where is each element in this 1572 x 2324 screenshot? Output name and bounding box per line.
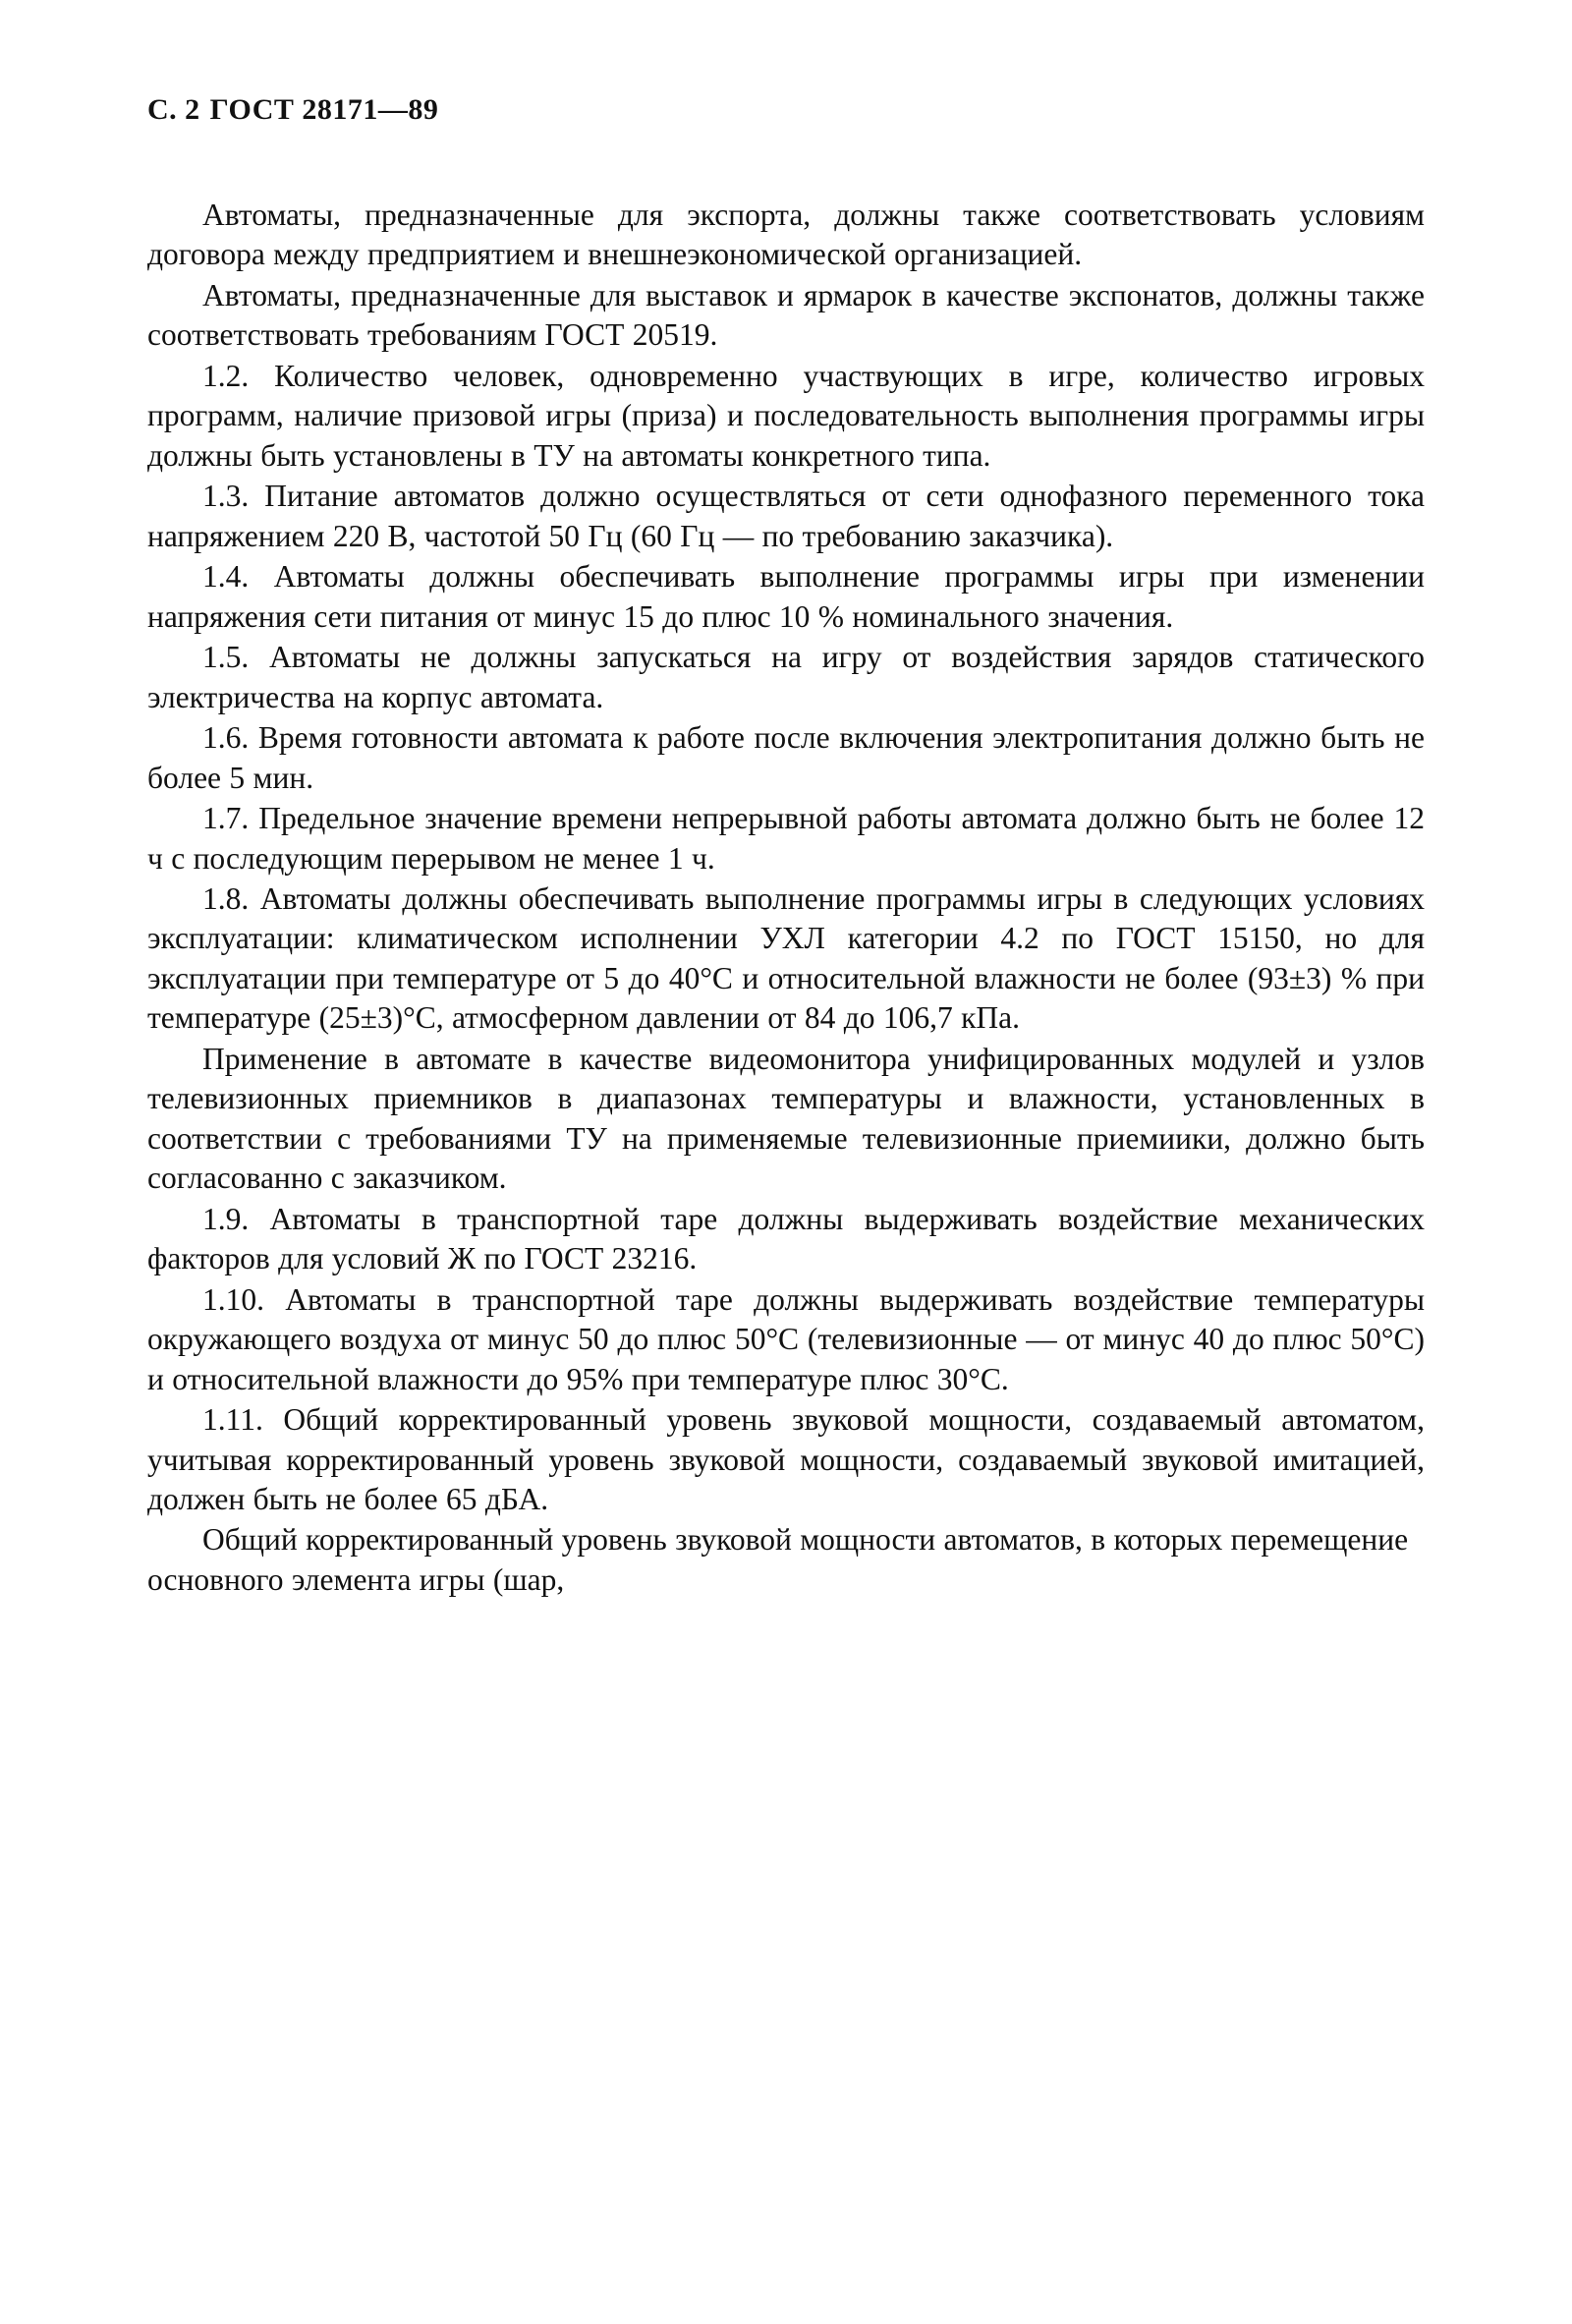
paragraph: Автоматы, предназначенные для выставок и ярмарок в качестве экспонатов, должны также соответствовать требованиям ГОСТ 20519. xyxy=(147,277,1425,353)
paragraph: Общий корректированный уровень звуковой мощности автоматов, в которых перемещение основного элемента игры (шар, xyxy=(147,1522,1409,1597)
paragraph: 1.11. Общий корректированный уровень звуковой мощности, создаваемый автоматом, учитывая корректированный уровень звуковой мощности, создаваемый звуковой имитацией, должен быть не более 65 дБА. xyxy=(147,1402,1425,1516)
paragraph: 1.9. Автоматы в транспортной таре должны выдерживать воздействие механических факторов для условий Ж по ГОСТ 23216. xyxy=(147,1201,1425,1276)
paragraph: 1.10. Автоматы в транспортной таре должны выдерживать воздействие температуры окружающего воздуха от минус 50 до плюс 50°С (телевизионные — от минус 40 до плюс 50°С) и относительной влажности до 95% при температуре плюс 30°С. xyxy=(147,1281,1425,1396)
paragraph: 1.3. Питание автоматов должно осуществляться от сети однофазного переменного тока напряжением 220 В, частотой 50 Гц (60 Гц — по требованию заказчика). xyxy=(147,479,1425,553)
page-header xyxy=(147,93,1425,127)
document-body xyxy=(147,196,1425,1600)
paragraph: 1.4. Автоматы должны обеспечивать выполнение программы игры при изменении напряжения сети питания от минус 15 до плюс 10 % номинального значения. xyxy=(147,559,1425,634)
paragraph: 1.7. Предельное значение времени непрерывной работы автомата должно быть не более 12 ч с последующим перерывом не менее 1 ч. xyxy=(147,801,1425,876)
paragraph: Применение в автомате в качестве видеомонитора унифицированных модулей и узлов телевизионных приемников в диапазонах температуры и влажности, установленных в соответствии с требованиями ТУ на применяемые телевизионные приемиики, должно быть согласованно с заказчиком. xyxy=(147,1041,1425,1196)
standard-number-label: ГОСТ 28171—89 xyxy=(209,93,439,126)
paragraph: 1.5. Автоматы не должны запускаться на игру от воздействия зарядов статического электричества на корпус автомата. xyxy=(147,640,1425,714)
page-number-label: С. 2 xyxy=(147,93,200,126)
paragraph: 1.8. Автоматы должны обеспечивать выполнение программы игры в следующих условиях эксплуатации: климатическом исполнении УХЛ категории 4.2 по ГОСТ 15150, но для эксплуатации при температуре от 5 до 40°С и относительной влажности не более (93±3) % при температуре (25±3)°С, атмосферном давлении от 84 до 106,7 кПа. xyxy=(147,880,1425,1036)
paragraph: Автоматы, предназначенные для экспорта, должны также соответствовать условиям договора между предприятием и внешнеэкономической организацией. xyxy=(147,198,1425,272)
paragraph: 1.6. Время готовности автомата к работе после включения электропитания должно быть не более 5 мин. xyxy=(147,720,1425,795)
paragraph: 1.2. Количество человек, одновременно участвующих в игре, количество игровых программ, наличие призовой игры (приза) и последовательность выполнения программы игры должны быть установлены в ТУ на автоматы конкретного типа. xyxy=(147,358,1425,473)
